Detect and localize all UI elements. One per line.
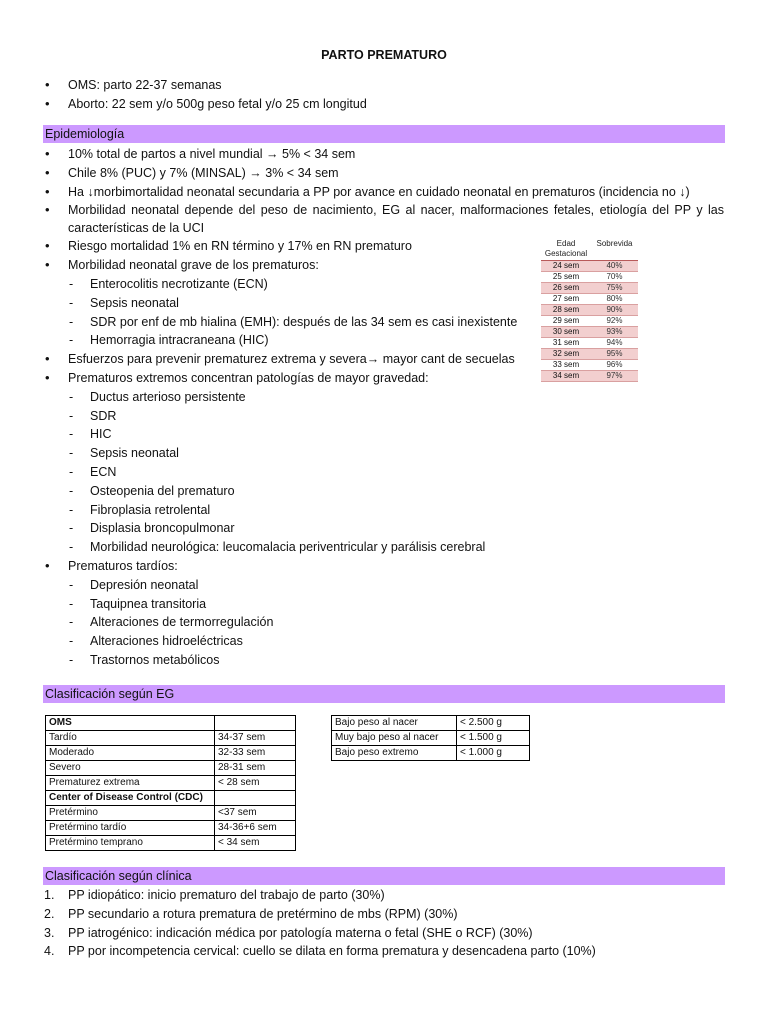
epidemiologia-list: [44, 145, 724, 670]
table-cell: Pretérmino temprano: [46, 836, 215, 851]
table-cell: 28 sem: [541, 305, 591, 316]
numbered-item: 1. PP idiopático: inicio prematuro del trabajo de parto (30%): [44, 886, 724, 905]
sub-list-item: - Trastornos metabólicos: [44, 651, 724, 670]
sub-list-item: - HIC: [44, 425, 724, 444]
sub-list-item: - Morbilidad neurológica: leucomalacia periventricular y parálisis cerebral: [44, 538, 724, 557]
sub-list-item: - Displasia broncopulmonar: [44, 519, 724, 538]
sub-list-item: - Sepsis neonatal: [44, 444, 724, 463]
section-heading-clasificacion-eg: Clasificación según EG: [43, 685, 725, 703]
table-cell: Tardío: [46, 731, 215, 746]
table-row: [332, 746, 530, 761]
sub-list-item: - Enterocolitis necrotizante (ECN): [44, 275, 724, 294]
table-cell: 31 sem: [541, 338, 591, 349]
table-cell: 75%: [591, 283, 638, 294]
sub-list-item: - Alteraciones de termorregulación: [44, 613, 724, 632]
table-cell: Bajo peso al nacer: [332, 716, 457, 731]
table-row: [541, 360, 638, 371]
table-cell: 34 sem: [541, 371, 591, 382]
table-cell: 94%: [591, 338, 638, 349]
table-cell: Muy bajo peso al nacer: [332, 731, 457, 746]
sub-list-item: - Fibroplasia retrolental: [44, 501, 724, 520]
table-cell: 27 sem: [541, 294, 591, 305]
table-cell: 34-36+6 sem: [215, 821, 296, 836]
table-row: [46, 776, 296, 791]
list-item: • Prematuros tardíos:: [44, 557, 724, 576]
table-cell: 90%: [591, 305, 638, 316]
list-item: • Aborto: 22 sem y/o 500g peso fetal y/o 25 cm longitud: [44, 95, 724, 114]
eg-classification-table: [45, 715, 296, 851]
page-title: PARTO PREMATURO: [321, 48, 447, 62]
table-cell: 26 sem: [541, 283, 591, 294]
section-heading-epidemiologia: Epidemiología: [43, 125, 725, 143]
table-row: [46, 806, 296, 821]
table-cell: < 1.000 g: [457, 746, 530, 761]
list-item: • Ha ↓morbimortalidad neonatal secundaria a PP por avance en cuidado neonatal en prematuros (incidencia no ↓): [44, 183, 724, 202]
table-cell: 80%: [591, 294, 638, 305]
table-cell: Bajo peso extremo: [332, 746, 457, 761]
table-cell: Pretérmino tardío: [46, 821, 215, 836]
list-item: • Chile 8% (PUC) y 7% (MINSAL) → 3% < 34 sem: [44, 164, 724, 183]
table-cell: Center of Disease Control (CDC): [46, 791, 215, 806]
list-item: • OMS: parto 22-37 semanas: [44, 76, 724, 95]
clinica-list: [44, 886, 724, 961]
table-row: [541, 305, 638, 316]
table-cell: Pretérmino: [46, 806, 215, 821]
table-row: [46, 716, 296, 731]
section-heading-clasificacion-clinica: Clasificación según clínica: [43, 867, 725, 885]
table-cell: < 2.500 g: [457, 716, 530, 731]
table-cell: 28-31 sem: [215, 761, 296, 776]
table-cell: 32 sem: [541, 349, 591, 360]
table-cell: 97%: [591, 371, 638, 382]
table-row: [46, 821, 296, 836]
table-row: [541, 261, 638, 272]
table-cell: Prematurez extrema: [46, 776, 215, 791]
list-item: • Morbilidad neonatal depende del peso de nacimiento, EG al nacer, malformaciones fetales, etiología del PP y las características de la UCI: [44, 201, 724, 237]
table-cell: 95%: [591, 349, 638, 360]
intro-list: [44, 76, 724, 114]
table-row: [332, 716, 530, 731]
sub-list-item: - Sepsis neonatal: [44, 294, 724, 313]
table-cell: [215, 791, 296, 806]
table-cell: 40%: [591, 261, 638, 272]
birth-weight-table: [331, 715, 530, 761]
numbered-item: 3. PP iatrogénico: indicación médica por patología materna o fetal (SHE o RCF) (30%): [44, 924, 724, 943]
table-cell: 29 sem: [541, 316, 591, 327]
table-cell: 34-37 sem: [215, 731, 296, 746]
table-row: [541, 294, 638, 305]
table-cell: Severo: [46, 761, 215, 776]
sub-list-item: - Hemorragia intracraneana (HIC): [44, 331, 724, 350]
sub-list-item: - SDR por enf de mb hialina (EMH): después de las 34 sem es casi inexistente: [44, 313, 724, 332]
table-cell: 33 sem: [541, 360, 591, 371]
table-row: [541, 371, 638, 382]
table-row: [46, 761, 296, 776]
list-item: • Morbilidad neonatal grave de los prematuros:: [44, 256, 724, 275]
numbered-item: 4. PP por incompetencia cervical: cuello se dilata en forma prematura y desencadena parto (10%): [44, 942, 724, 961]
table-cell: 92%: [591, 316, 638, 327]
table-cell: < 34 sem: [215, 836, 296, 851]
list-item: • Prematuros extremos concentran patologías de mayor gravedad:: [44, 369, 724, 388]
table-row: [46, 836, 296, 851]
table-cell: 93%: [591, 327, 638, 338]
numbered-item: 2. PP secundario a rotura prematura de pretérmino de mbs (RPM) (30%): [44, 905, 724, 924]
table-cell: < 1.500 g: [457, 731, 530, 746]
table-row: [332, 731, 530, 746]
sub-list-item: - Depresión neonatal: [44, 576, 724, 595]
sub-list-item: - SDR: [44, 407, 724, 426]
sub-list-item: - Alteraciones hidroeléctricas: [44, 632, 724, 651]
sub-list-item: - Ductus arterioso persistente: [44, 388, 724, 407]
survival-header-survival: Sobrevida: [591, 238, 638, 261]
table-cell: 30 sem: [541, 327, 591, 338]
list-item: • 10% total de partos a nivel mundial → 5% < 34 sem: [44, 145, 724, 164]
table-row: [46, 746, 296, 761]
table-cell: [215, 716, 296, 731]
sub-list-item: - Taquipnea transitoria: [44, 595, 724, 614]
table-cell: 32-33 sem: [215, 746, 296, 761]
table-cell: < 28 sem: [215, 776, 296, 791]
table-row: [541, 338, 638, 349]
list-item: • Riesgo mortalidad 1% en RN término y 17% en RN prematuro: [44, 237, 724, 256]
table-row: [46, 791, 296, 806]
survival-header-age: Edad Gestacional: [541, 238, 591, 261]
sub-list-item: - ECN: [44, 463, 724, 482]
table-cell: 24 sem: [541, 261, 591, 272]
table-cell: 70%: [591, 272, 638, 283]
sub-list-item: - Osteopenia del prematuro: [44, 482, 724, 501]
table-cell: <37 sem: [215, 806, 296, 821]
table-cell: OMS: [46, 716, 215, 731]
list-item: • Esfuerzos para prevenir prematurez extrema y severa→ mayor cant de secuelas: [44, 350, 724, 369]
table-cell: Moderado: [46, 746, 215, 761]
table-row: [46, 731, 296, 746]
table-cell: 25 sem: [541, 272, 591, 283]
survival-table: [541, 238, 638, 382]
table-row: [541, 327, 638, 338]
table-cell: 96%: [591, 360, 638, 371]
table-row: [541, 349, 638, 360]
table-row: [541, 283, 638, 294]
table-row: [541, 272, 638, 283]
table-row: [541, 316, 638, 327]
